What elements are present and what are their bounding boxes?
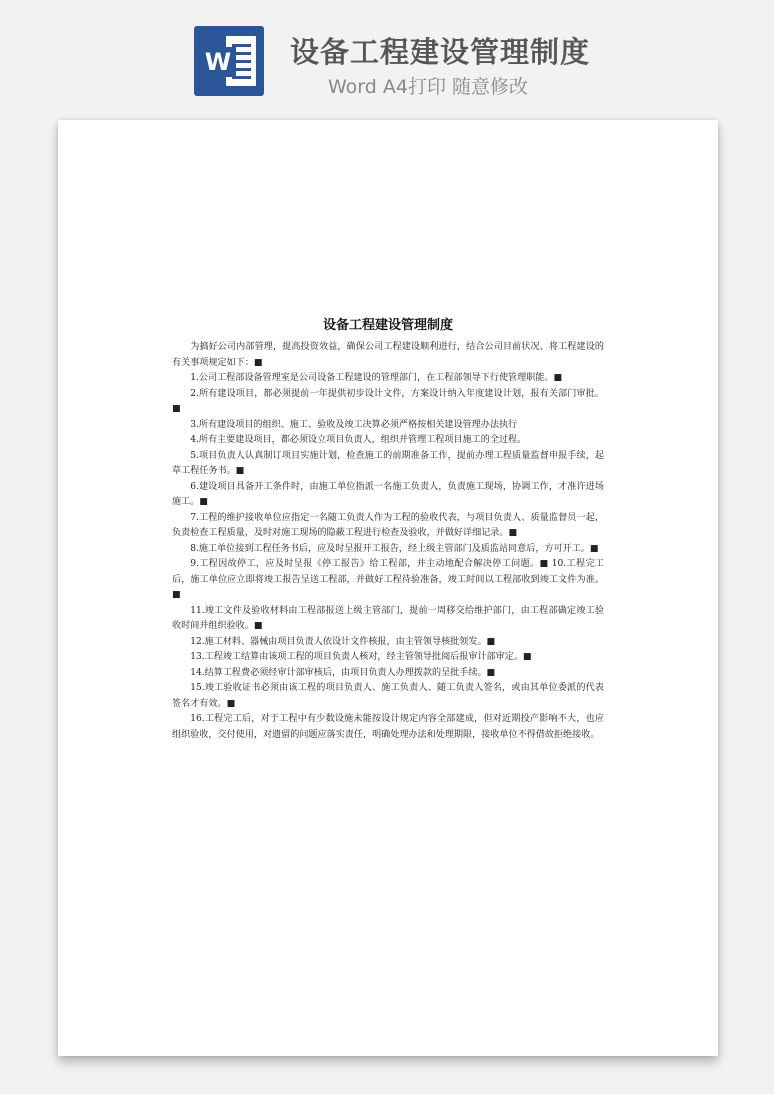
paragraph: 4.所有主要建设项目，都必须设立项目负责人，组织并管理工程项目施工的全过程。 (190, 435, 527, 445)
paragraph: 7.工程的维护接收单位应指定一名随工负责人作为工程的验收代表，与项目负责人、质量监督员一起，负责检查工程质量，及时对施工现场的隐蔽工程进行检查及验收，并做好详细记录。■ (172, 512, 604, 538)
word-icon-letter: W (200, 47, 236, 77)
paragraph: 15.竣工验收证书必须由该工程的项目负责人、施工负责人、随工负责人签名，或由其单位委派的代表签名才有效。■ (172, 683, 604, 709)
paragraph: 16.工程完工后，对于工程中有少数设施未能按设计规定内容全部建成，但对近期投产影响不大，也应组织验收，交付使用，对遗留的问题应落实责任，明确处理办法和处理期限，接收单位不得借故拒绝接收。 (172, 714, 604, 740)
paragraph: 为搞好公司内部管理，提高投资效益，确保公司工程建设顺利进行，结合公司目前状况、将工程建设的有关事项规定如下：■ (172, 342, 604, 368)
paragraph: 5.项目负责人认真制订项目实施计划，检查施工的前期准备工作，提前办理工程质量监督申报手续，起草工程任务书。■ (172, 450, 604, 476)
paragraph: 8.施工单位接到工程任务书后，应及时呈报开工报告，经上级主管部门及质监站同意后，方可开工。■ (190, 543, 599, 554)
word-icon (194, 26, 264, 96)
banner-title: 设备工程建设管理制度 (290, 35, 591, 69)
paragraph: 6.建设项目具备开工条件时，由施工单位指派一名施工负责人，负责施工现场，协调工作，才准许进场施工。■ (172, 481, 604, 507)
document-body (172, 340, 604, 743)
banner (0, 0, 774, 110)
paragraph: 1.公司工程部设备管理室是公司设备工程建设的管理部门，在工程部领导下行使管理职能。■ (190, 373, 563, 383)
paragraph: 2.所有建设项目，都必须提前一年提供初步设计文件，方案设计纳入年度建设计划，报有关部门审批。■ (172, 388, 604, 414)
paragraph: 12.施工材料、器械由项目负责人依设计文件核报，由主管领导核批领发。■ (190, 636, 496, 647)
paragraph: 3.所有建设项目的组织、施工、验收及竣工决算必须严格按相关建设管理办法执行 (190, 419, 518, 430)
paragraph: 13.工程竣工结算由该项工程的项目负责人核对，经主管领导批阅后报审计部审定。■ (190, 652, 532, 662)
document-page (58, 120, 718, 1056)
banner-subtitle: Word A4打印 随意修改 (328, 76, 529, 98)
paragraph: 14.结算工程费必须经审计部审核后，由项目负责人办理拨款的呈批手续。■ (190, 667, 496, 678)
document-title: 设备工程建设管理制度 (322, 318, 453, 333)
paragraph: 9.工程因故停工，应及时呈报《停工报告》给工程部，并主动地配合解决停工问题。■ 10.工程完工后，施工单位应立即将竣工报告呈送工程部，并做好工程待验准备，竣工时间以工程部收到竣工文件为准。■ (172, 559, 604, 600)
paragraph: 11.竣工文件及验收材料由工程部报送上级主管部门，提前一周移交给维护部门，由工程部确定竣工验收时间并组织验收。■ (172, 605, 604, 631)
